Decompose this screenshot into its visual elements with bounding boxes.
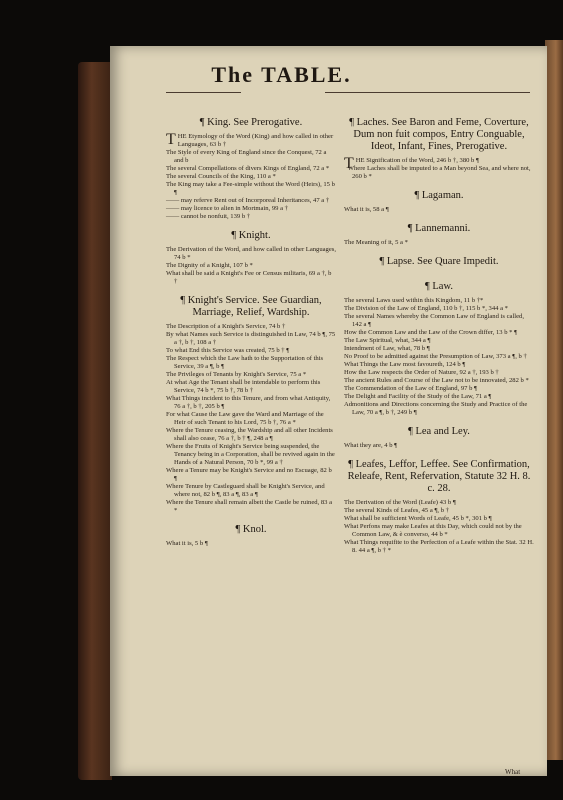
section-heading: ¶ Lapse. See Quare Impedit.	[379, 256, 499, 267]
index-entry: What Things the Law most favoureth, 124 b ¶	[344, 361, 466, 368]
index-entry: —— may licence to alien in Mortmain, 99 a †	[166, 205, 288, 212]
section-heading: ¶ Lea and Ley.	[408, 426, 470, 437]
index-entry: The Commendation of the Law of England, 97 b ¶	[344, 385, 478, 392]
book-spine	[78, 62, 112, 780]
index-entry: THE Signification of the Word, 246 b †, 380 b ¶	[344, 155, 479, 172]
index-entry: No Proof to be admitted against the Presumption of Law, 373 a ¶, b †	[344, 353, 527, 360]
index-entry: The several Kinds of Leafes, 45 a ¶, b †	[344, 507, 449, 514]
index-entry: —— cannot be nonfuit, 139 b †	[166, 213, 251, 220]
section-heading: ¶ King. See Prerogative.	[199, 117, 303, 128]
section-heading: ¶ Law.	[425, 281, 453, 292]
index-entry: What shall be sufficient Words of Leafe, 45 b *, 301 b ¶	[344, 515, 492, 522]
section-heading: ¶ Lagaman.	[414, 190, 464, 201]
index-entry: How the Law respects the Order of Nature, 92 a †, 193 b †	[344, 369, 499, 376]
index-entry: The Respect which the Law hath to the Supportation of this Service, 39 a ¶, b ¶	[166, 355, 324, 370]
section-heading: ¶ Knol.	[235, 524, 267, 535]
index-entry: What Perfons may make Leafes at this Day, which could not by the Common Law, & è converso, 44 b *	[344, 523, 522, 538]
page-edges	[545, 40, 563, 760]
index-entry: The several Laws used within this Kingdom, 11 b †*	[344, 297, 484, 304]
section-heading: ¶ Laches. See Baron and Feme, Coverture, Dum non fuit compos, Entry Conguable, Ideot, Infant, Fines, Prerogative.	[349, 117, 529, 152]
section-heading: ¶ Leafes, Leffor, Leffee. See Confirmation, Releafe, Rent, Refervation, Statute 32 H. 8. c. 28.	[347, 459, 531, 494]
section-heading: ¶ Lannemanni.	[407, 223, 471, 234]
index-entry: To what End this Service was created, 75 b † ¶	[166, 347, 290, 354]
title-rule-right	[325, 92, 530, 93]
index-entry: The Style of every King of England since the Conquest, 72 a and b	[166, 149, 327, 164]
index-entry: For what Cause the Law gave the Ward and Marriage of the Heir of such Tenant to his Lord, 75 b †, 76 a *	[166, 411, 324, 426]
index-entry: Where the Fruits of Knight's Service being suspended, the Tenancy being in a Corporation, shall be revived again in the Hands of a Natural Person, 70 b *, 99 a †	[166, 443, 335, 466]
index-entry: —— may referve Rent out of Incorporeal Inheritances, 47 a †	[166, 197, 330, 204]
index-entry: Where the Tenure shall remain albeit the Castle be ruined, 83 a *	[166, 499, 333, 514]
title-rule-left	[166, 92, 241, 93]
index-entry: The Derivation of the Word (Leafe) 43 b ¶	[344, 499, 456, 506]
index-column-left	[166, 112, 336, 552]
index-entry: The Description of a Knight's Service, 74 b †	[166, 323, 286, 330]
index-entry: What Things requifite to the Perfection of a Leafe within the Stat. 32 H. 8. 44 a ¶, b † *	[344, 539, 534, 554]
index-entry: At what Age the Tenant shall be intendable to perform this Service, 74 b *, 75 b †, 78 b †	[166, 379, 321, 394]
index-entry: How the Common Law and the Law of the Crown differ, 13 b * ¶	[344, 329, 518, 336]
index-entry: The Law Spiritual, what, 344 a ¶	[344, 337, 431, 344]
index-entry: The Derivation of the Word, and how called in other Languages, 74 b *	[166, 246, 336, 261]
index-entry: What they are, 4 b ¶	[344, 442, 398, 449]
index-entry: The King may take a Fee-simple without the Word (Heirs), 15 b ¶	[166, 181, 335, 196]
index-entry: By what Names such Service is distinguished in Law, 74 b ¶, 75 a †, b †, 108 a †	[166, 331, 336, 346]
page-title: The TABLE.	[211, 62, 352, 87]
section-heading: ¶ Knight.	[231, 230, 271, 241]
index-entry: The several Compellations of divers Kings of England, 72 a *	[166, 165, 330, 172]
index-column-right	[344, 112, 534, 559]
index-entry: The ancient Rules and Course of the Law not to be innovated, 282 b *	[344, 377, 529, 384]
index-entry: Admonitions and Directions concerning the Study and Practice of the Law, 70 a ¶, b †, 249 b ¶	[344, 401, 528, 416]
index-entry: What it is, 58 a ¶	[344, 206, 389, 213]
index-entry: The several Names whereby the Common Law of England is called, 142 a ¶	[344, 313, 524, 328]
index-entry: What Things incident to this Tenure, and from what Antiquity, 76 a †, b †, 205 b ¶	[166, 395, 331, 410]
index-entry: THE Etymology of the Word (King) and how called in other Languages, 63 b †	[166, 131, 334, 148]
index-entry: The Meaning of it, 5 a *	[344, 239, 408, 246]
catchword: What	[505, 768, 521, 776]
index-entry: What shall be said a Knight's Fee or Census militaris, 69 a †, b †	[166, 270, 332, 285]
index-entry: The Division of the Law of England, 110 b †, 115 b *, 344 a *	[344, 305, 508, 312]
index-entry: Where Tenure by Castleguard shall be Knight's Service, and where not, 82 b ¶, 83 a ¶, 83 a ¶	[166, 483, 325, 498]
index-entry: Where Laches shall be imputed to a Man beyond Sea, and where not, 260 b *	[347, 165, 531, 180]
index-entry: Intendment of Law, what, 78 b ¶	[344, 345, 430, 352]
index-entry: Where a Tenure may be Knight's Service and no Escuage, 82 b ¶	[166, 467, 332, 482]
index-entry: The Privileges of Tenants by Knight's Service, 75 a *	[166, 371, 307, 378]
section-heading: ¶ Knight's Service. See Guardian, Marriage, Relief, Wardship.	[180, 295, 322, 318]
index-entry: Where the Tenure ceasing, the Wardship and all other Incidents shall also cease, 76 a †, b † ¶, 248 a ¶	[166, 427, 333, 442]
index-entry: The several Councils of the King, 110 a *	[166, 173, 276, 180]
index-entry: The Delight and Facility of the Study of the Law, 71 a ¶	[344, 393, 492, 400]
index-entry: What it is, 5 b ¶	[166, 540, 208, 547]
index-entry: The Dignity of a Knight, 107 b *	[166, 262, 253, 269]
